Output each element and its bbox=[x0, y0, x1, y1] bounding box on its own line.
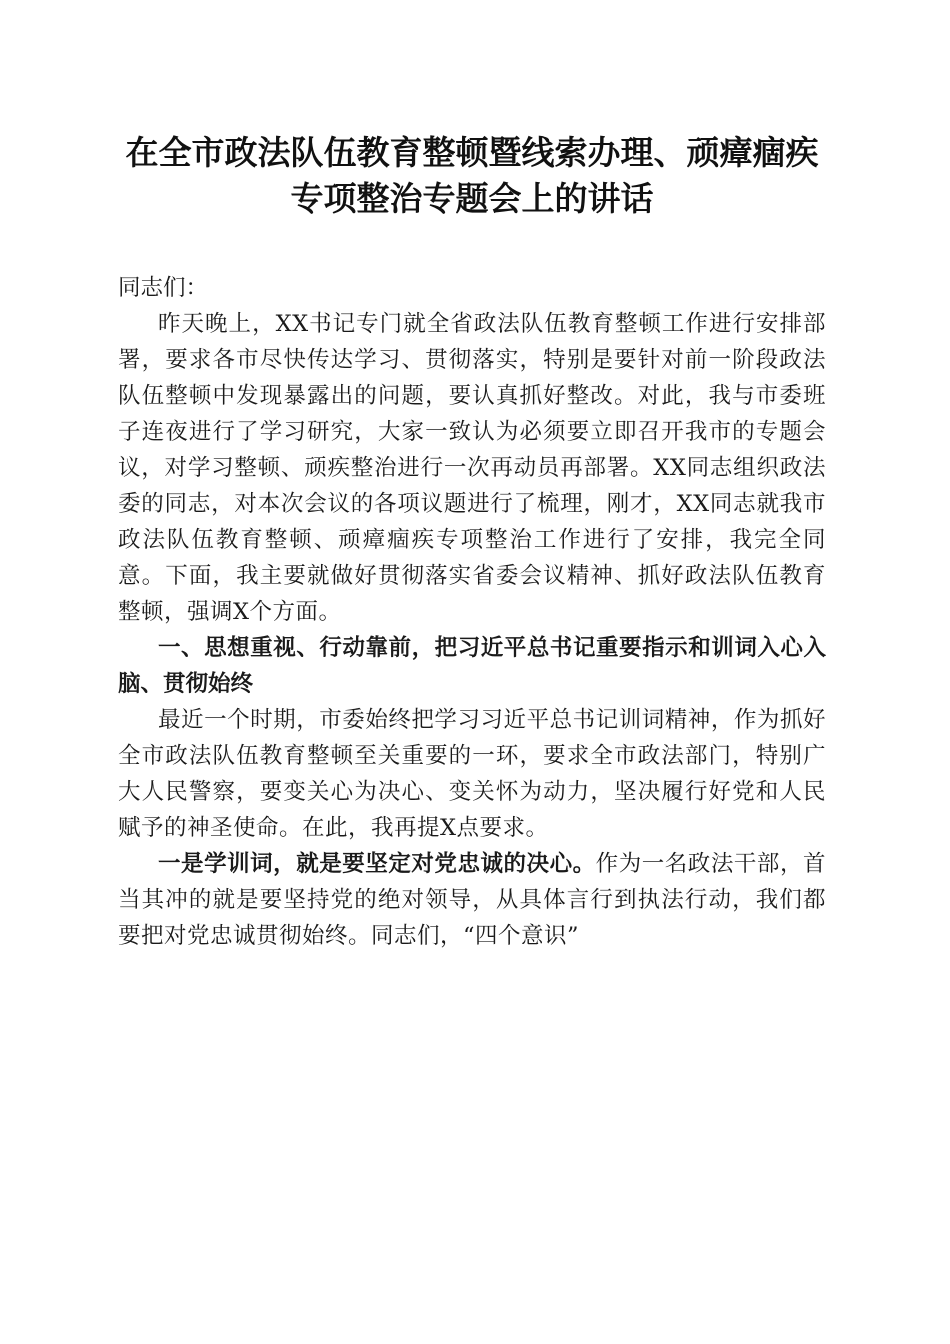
point-1-paragraph bbox=[118, 846, 826, 954]
salutation: 同志们： bbox=[118, 275, 209, 301]
point-1-text: 作为一名政法干部，首当其冲的就是要坚持党的绝对领导，从具体言行到执法行动，我们都要把对党忠诚贯彻始终。同志们，“四个意识” bbox=[118, 851, 826, 949]
document-page bbox=[118, 130, 826, 954]
opening-paragraph: 昨天晚上，XX书记专门就全省政法队伍教育整顿工作进行安排部署，要求各市尽快传达学习、贯彻落实，特别是要针对前一阶段政法队伍整顿中发现暴露出的问题，要认真抓好整改。对此，我与市委班子连夜进行了学习研究，大家一致认为必须要立即召开我市的专题会议，对学习整顿、顽疾整治进行一次再动员再部署。XX同志组织政法委的同志，对本次会议的各项议题进行了梳理，刚才，XX同志就我市政法队伍教育整顿、顽瘴痼疾专项整治工作进行了安排，我完全同意。下面，我主要就做好贯彻落实省委会议精神、抓好政法队伍教育整顿，强调X个方面。 bbox=[118, 311, 826, 625]
section-1-paragraph: 最近一个时期，市委始终把学习习近平总书记训词精神，作为抓好全市政法队伍教育整顿至关重要的一环，要求全市政法部门，特别广大人民警察，要变关心为决心、变关怀为动力，坚决履行好党和人民赋予的神圣使命。在此，我再提X点要求。 bbox=[118, 707, 826, 841]
point-1-lead: 一是学训词，就是要坚定对党忠诚的决心。 bbox=[158, 851, 596, 877]
document-title: 在全市政法队伍教育整顿暨线索办理、顽瘴痼疾专项整治专题会上的讲话 bbox=[125, 133, 819, 218]
section-heading-1: 一、思想重视、行动靠前，把习近平总书记重要指示和训词入心入脑、贯彻始终 bbox=[118, 635, 826, 697]
